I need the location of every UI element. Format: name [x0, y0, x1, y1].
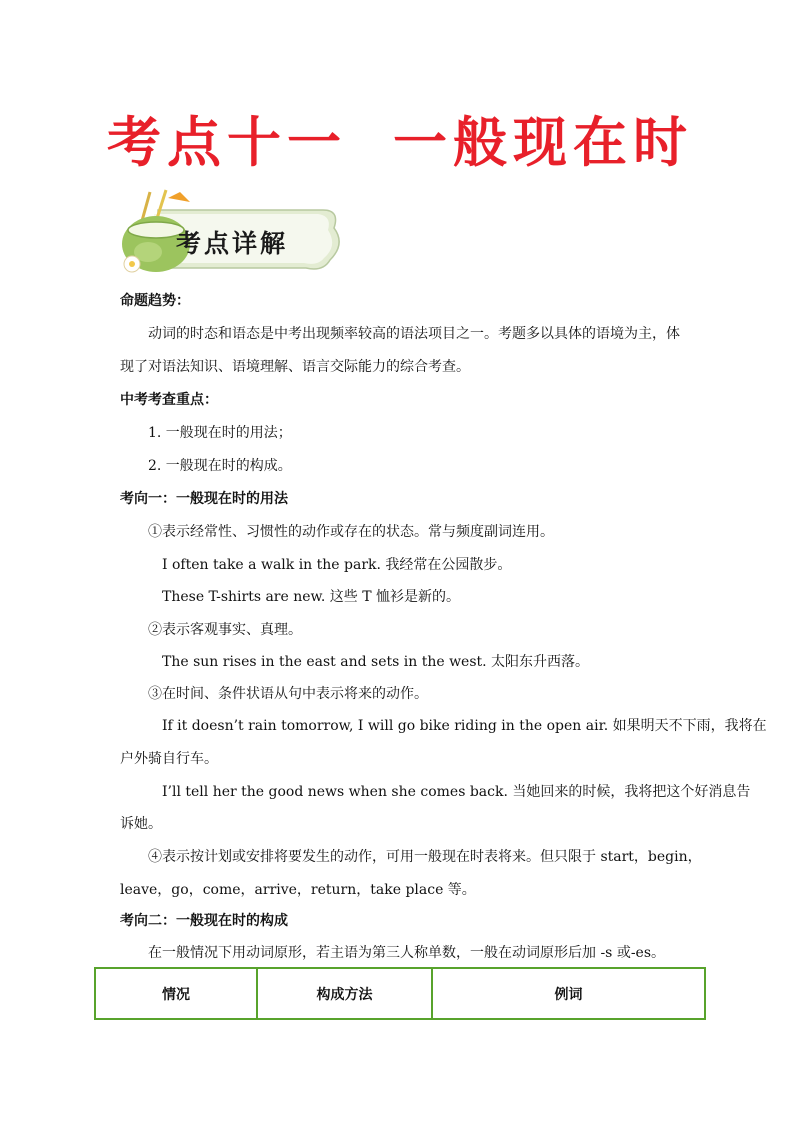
usage-4-line2: leave，go，come，arrive，return，take place 等。	[120, 882, 476, 898]
table-header-cell: 例词	[432, 968, 705, 1019]
title-right: 一般现在时	[393, 111, 693, 174]
focus-heading: 中考考查重点：	[120, 392, 218, 408]
direction-2-paragraph: 在一般情况下用动词原形，若主语为第三人称单数，一般在动词原形后加 -s 或-es。	[148, 945, 666, 961]
usage-3: ③在时间、条件状语从句中表示将来的动作。	[148, 686, 428, 702]
focus-item-1: 1. 一般现在时的用法；	[148, 425, 292, 441]
table-header-cell: 构成方法	[257, 968, 432, 1019]
usage-1-example-2: These T-shirts are new. 这些 T 恤衫是新的。	[162, 589, 460, 605]
usage-3-example-2-line2: 诉她。	[120, 816, 162, 832]
table-header-row	[95, 968, 705, 1019]
usage-1: ①表示经常性、习惯性的动作或存在的状态。常与频度副词连用。	[148, 524, 554, 540]
usage-2-example-1: The sun rises in the east and sets in the west. 太阳东升西落。	[162, 654, 590, 670]
direction-1-heading: 考向一：一般现在时的用法	[120, 491, 288, 507]
usage-3-example-2-line1: I’ll tell her the good news when she comes back. 当她回来的时候，我将把这个好消息告	[162, 784, 751, 800]
table-header-cell: 情况	[95, 968, 257, 1019]
usage-3-example-1-line1: If it doesn’t rain tomorrow, I will go bike riding in the open air. 如果明天不下雨，我将在	[162, 718, 767, 734]
usage-3-example-1-line2: 户外骑自行车。	[120, 751, 218, 767]
trend-paragraph-line1: 动词的时态和语态是中考出现频率较高的语法项目之一。考题多以具体的语境为主，体	[148, 326, 680, 342]
usage-2: ②表示客观事实、真理。	[148, 622, 302, 638]
page-title	[0, 100, 800, 177]
focus-item-2: 2. 一般现在时的构成。	[148, 458, 292, 474]
trend-paragraph-line2: 现了对语法知识、语境理解、语言交际能力的综合考查。	[120, 359, 470, 375]
title-left: 考点十一	[107, 111, 347, 174]
direction-2-heading: 考向二：一般现在时的构成	[120, 913, 288, 929]
usage-1-example-1: I often take a walk in the park. 我经常在公园散步。	[162, 557, 512, 573]
trend-heading: 命题趋势：	[120, 293, 190, 309]
usage-4-line1: ④表示按计划或安排将要发生的动作，可用一般现在时表将来。但只限于 start，begin，	[148, 849, 702, 865]
formation-table	[94, 967, 706, 1020]
section-banner-label: 考点详解	[176, 229, 289, 258]
